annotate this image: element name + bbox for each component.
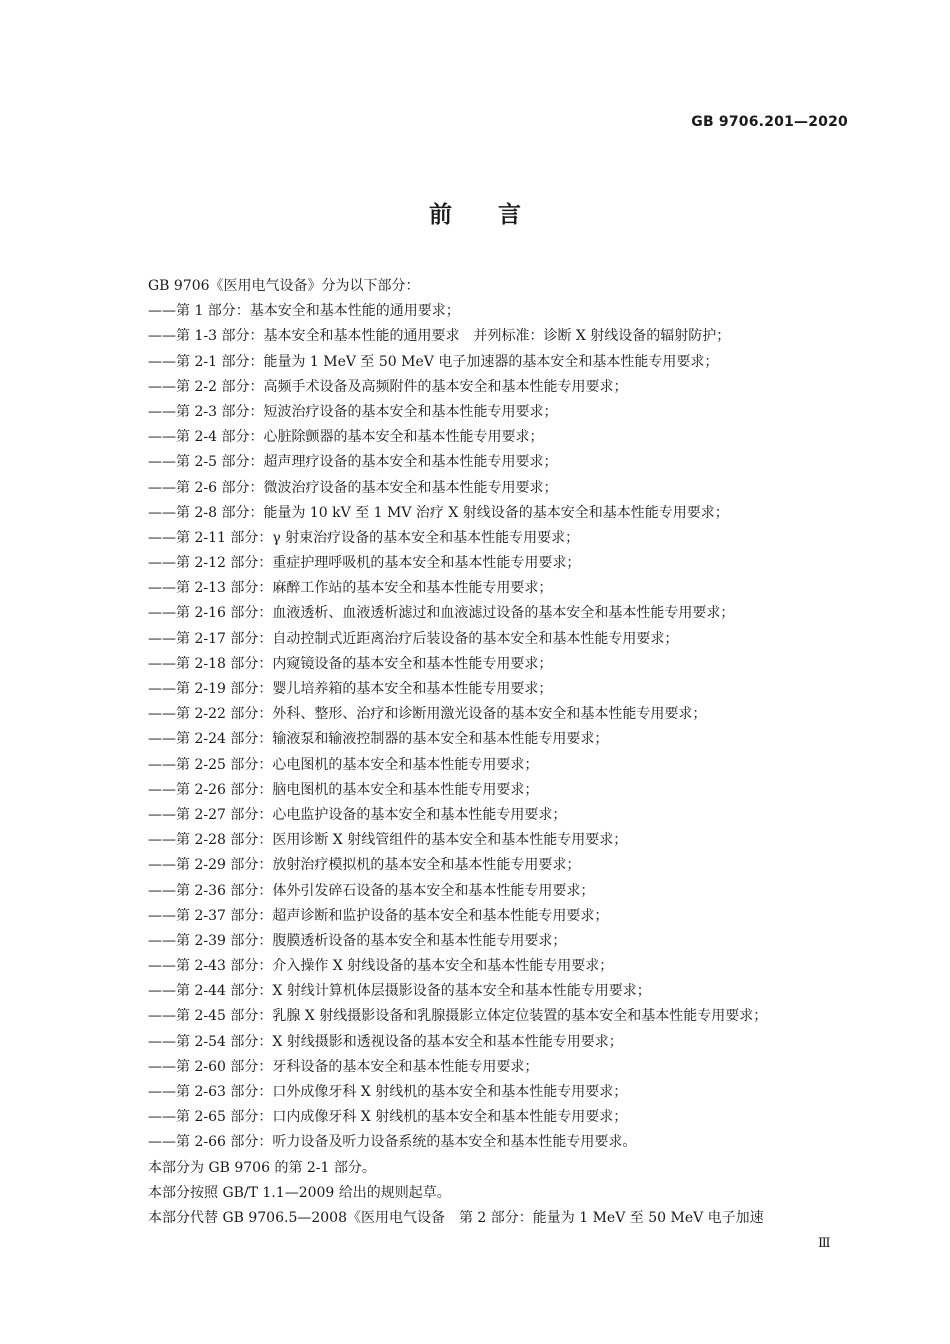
part-list-item: ——第 2-65 部分：口内成像牙科 X 射线机的基本安全和基本性能专用要求； — [148, 1109, 628, 1126]
part-list-item: ——第 2-25 部分：心电图机的基本安全和基本性能专用要求； — [148, 756, 539, 773]
part-list-item: ——第 2-11 部分：γ 射束治疗设备的基本安全和基本性能专用要求； — [148, 529, 580, 546]
part-list-item: ——第 2-44 部分：X 射线计算机体层摄影设备的基本安全和基本性能专用要求； — [148, 983, 651, 1000]
part-list-item: ——第 2-45 部分：乳腺 X 射线摄影设备和乳腺摄影立体定位装置的基本安全和基本性能专用要求； — [148, 1008, 768, 1025]
part-list-item: ——第 2-3 部分：短波治疗设备的基本安全和基本性能专用要求； — [148, 403, 558, 420]
part-list-item: ——第 2-29 部分：放射治疗模拟机的基本安全和基本性能专用要求； — [148, 857, 581, 874]
part-list-item: ——第 2-17 部分：自动控制式近距离治疗后装设备的基本安全和基本性能专用要求； — [148, 630, 679, 647]
intro-line: GB 9706《医用电气设备》分为以下部分： — [148, 278, 420, 294]
statements-list — [148, 1156, 868, 1232]
part-list-item: ——第 2-4 部分：心脏除颤器的基本安全和基本性能专用要求； — [148, 429, 544, 446]
part-list-item: ——第 1 部分：基本安全和基本性能的通用要求； — [148, 303, 460, 320]
part-list-item: ——第 2-36 部分：体外引发碎石设备的基本安全和基本性能专用要求； — [148, 882, 595, 899]
part-list-item: ——第 2-28 部分：医用诊断 X 射线管组件的基本安全和基本性能专用要求； — [148, 832, 628, 849]
statement-line: 本部分代替 GB 9706.5—2008《医用电气设备 第 2 部分：能量为 1 MeV 至 50 MeV 电子加速 — [148, 1209, 764, 1226]
document-body — [148, 274, 868, 1231]
part-list-item: ——第 2-13 部分：麻醉工作站的基本安全和基本性能专用要求； — [148, 580, 553, 597]
part-list-item: ——第 2-27 部分：心电监护设备的基本安全和基本性能专用要求； — [148, 806, 567, 823]
part-list-item: ——第 2-37 部分：超声诊断和监护设备的基本安全和基本性能专用要求； — [148, 907, 609, 924]
part-list-item: ——第 2-22 部分：外科、整形、治疗和诊断用激光设备的基本安全和基本性能专用要求； — [148, 706, 707, 723]
part-list-item: ——第 2-16 部分：血液透析、血液透析滤过和血液滤过设备的基本安全和基本性能专用要求； — [148, 605, 735, 622]
part-list-item: ——第 2-54 部分：X 射线摄影和透视设备的基本安全和基本性能专用要求； — [148, 1033, 623, 1050]
part-list-item: ——第 2-24 部分：输液泵和输液控制器的基本安全和基本性能专用要求； — [148, 731, 609, 748]
part-list-item: ——第 2-18 部分：内窥镜设备的基本安全和基本性能专用要求； — [148, 655, 553, 672]
part-list-item: ——第 2-66 部分：听力设备及听力设备系统的基本安全和基本性能专用要求。 — [148, 1134, 637, 1151]
page-number: Ⅲ — [818, 1236, 831, 1251]
part-list-item: ——第 2-8 部分：能量为 10 kV 至 1 MV 治疗 X 射线设备的基本安全和基本性能专用要求； — [148, 504, 729, 521]
part-list-item: ——第 2-63 部分：口外成像牙科 X 射线机的基本安全和基本性能专用要求； — [148, 1084, 628, 1100]
statement-line: 本部分按照 GB/T 1.1—2009 给出的规则起草。 — [148, 1184, 451, 1201]
page-title: 前言 — [429, 202, 567, 228]
part-list-item: ——第 2-26 部分：脑电图机的基本安全和基本性能专用要求； — [148, 781, 539, 798]
standard-number: GB 9706.201—2020 — [691, 114, 848, 130]
part-list-item: ——第 1-3 部分：基本安全和基本性能的通用要求 并列标准：诊断 X 射线设备的辐射防护； — [148, 328, 731, 345]
part-list-item: ——第 2-6 部分：微波治疗设备的基本安全和基本性能专用要求； — [148, 479, 558, 496]
parts-list — [148, 299, 868, 1155]
part-list-item: ——第 2-12 部分：重症护理呼吸机的基本安全和基本性能专用要求； — [148, 555, 581, 572]
part-list-item: ——第 2-19 部分：婴儿培养箱的基本安全和基本性能专用要求； — [148, 681, 553, 697]
part-list-item: ——第 2-2 部分：高频手术设备及高频附件的基本安全和基本性能专用要求； — [148, 378, 628, 395]
part-list-item: ——第 2-1 部分：能量为 1 MeV 至 50 MeV 电子加速器的基本安全和基本性能专用要求； — [148, 353, 719, 370]
statement-line: 本部分为 GB 9706 的第 2-1 部分。 — [148, 1159, 376, 1176]
part-list-item: ——第 2-60 部分：牙科设备的基本安全和基本性能专用要求； — [148, 1058, 539, 1075]
part-list-item: ——第 2-43 部分：介入操作 X 射线设备的基本安全和基本性能专用要求； — [148, 958, 614, 975]
part-list-item: ——第 2-5 部分：超声理疗设备的基本安全和基本性能专用要求； — [148, 454, 558, 471]
part-list-item: ——第 2-39 部分：腹膜透析设备的基本安全和基本性能专用要求； — [148, 932, 567, 949]
